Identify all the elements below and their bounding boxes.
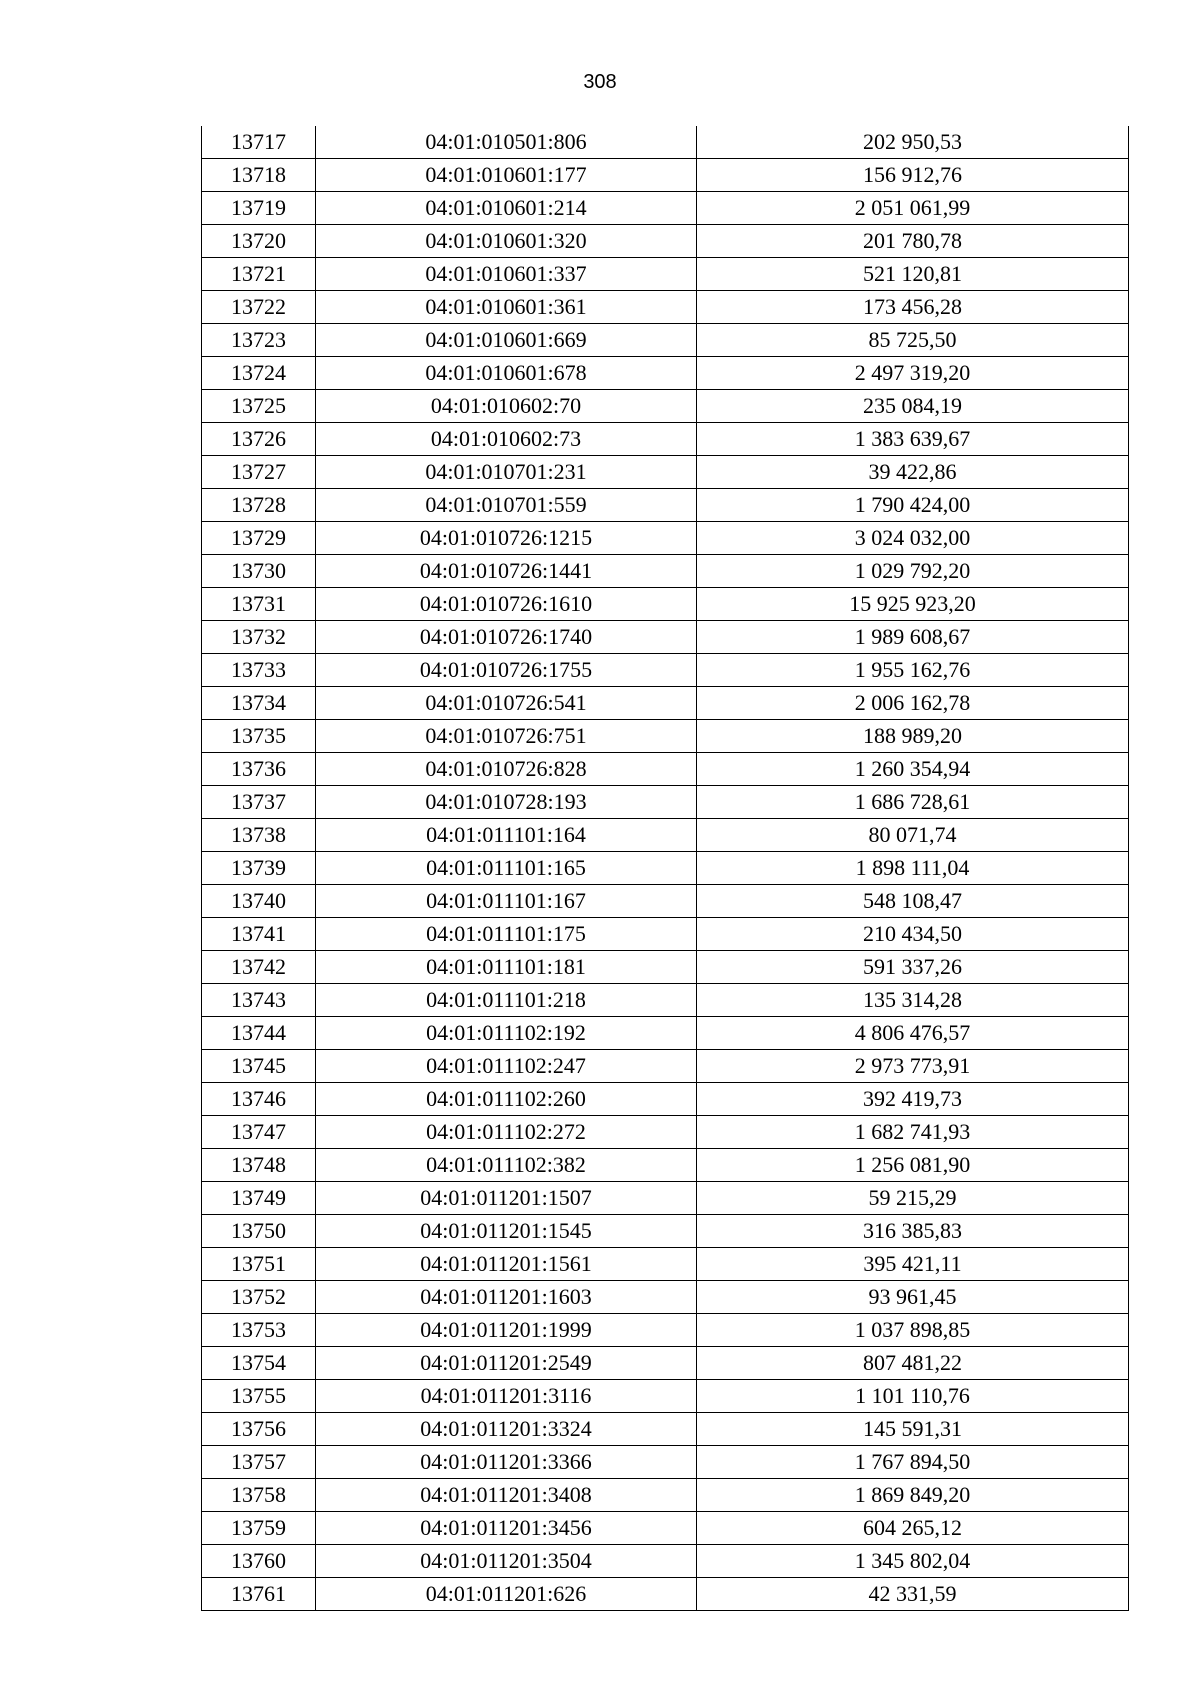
row-number-cell: 13749 <box>202 1182 316 1215</box>
table-row <box>202 1578 1129 1611</box>
cadastral-value-cell: 1 256 081,90 <box>697 1149 1129 1182</box>
table-row <box>202 390 1129 423</box>
table-row <box>202 687 1129 720</box>
cadastral-value-cell: 1 101 110,76 <box>697 1380 1129 1413</box>
cadastral-value-cell: 392 419,73 <box>697 1083 1129 1116</box>
table-row <box>202 654 1129 687</box>
cadastral-value-cell: 235 084,19 <box>697 390 1129 423</box>
cadastral-value-cell: 4 806 476,57 <box>697 1017 1129 1050</box>
cadastral-number-cell: 04:01:010601:177 <box>316 159 697 192</box>
cadastral-value-cell: 1 767 894,50 <box>697 1446 1129 1479</box>
row-number-cell: 13737 <box>202 786 316 819</box>
cadastral-number-cell: 04:01:011102:192 <box>316 1017 697 1050</box>
cadastral-value-cell: 1 898 111,04 <box>697 852 1129 885</box>
cadastral-number-cell: 04:01:011101:218 <box>316 984 697 1017</box>
row-number-cell: 13738 <box>202 819 316 852</box>
table-row <box>202 126 1129 159</box>
table-row <box>202 1479 1129 1512</box>
table-row <box>202 456 1129 489</box>
cadastral-number-cell: 04:01:011102:247 <box>316 1050 697 1083</box>
cadastral-value-cell: 591 337,26 <box>697 951 1129 984</box>
row-number-cell: 13728 <box>202 489 316 522</box>
cadastral-value-cell: 1 790 424,00 <box>697 489 1129 522</box>
cadastral-value-cell: 2 973 773,91 <box>697 1050 1129 1083</box>
row-number-cell: 13717 <box>202 126 316 159</box>
table-row <box>202 1413 1129 1446</box>
row-number-cell: 13733 <box>202 654 316 687</box>
table-row <box>202 1050 1129 1083</box>
cadastral-value-cell: 42 331,59 <box>697 1578 1129 1611</box>
table-row <box>202 852 1129 885</box>
cadastral-number-cell: 04:01:010602:70 <box>316 390 697 423</box>
row-number-cell: 13760 <box>202 1545 316 1578</box>
cadastral-number-cell: 04:01:010601:678 <box>316 357 697 390</box>
row-number-cell: 13726 <box>202 423 316 456</box>
cadastral-value-cell: 1 029 792,20 <box>697 555 1129 588</box>
page-number: 308 <box>583 71 617 93</box>
cadastral-value-cell: 1 989 608,67 <box>697 621 1129 654</box>
table-row <box>202 720 1129 753</box>
cadastral-number-cell: 04:01:010726:828 <box>316 753 697 786</box>
cadastral-value-cell: 210 434,50 <box>697 918 1129 951</box>
row-number-cell: 13750 <box>202 1215 316 1248</box>
cadastral-value-cell: 1 869 849,20 <box>697 1479 1129 1512</box>
row-number-cell: 13722 <box>202 291 316 324</box>
cadastral-value-cell: 3 024 032,00 <box>697 522 1129 555</box>
cadastral-number-cell: 04:01:011201:2549 <box>316 1347 697 1380</box>
cadastral-number-cell: 04:01:010726:1755 <box>316 654 697 687</box>
cadastral-value-cell: 85 725,50 <box>697 324 1129 357</box>
row-number-cell: 13721 <box>202 258 316 291</box>
table-row <box>202 1512 1129 1545</box>
cadastral-number-cell: 04:01:011201:3456 <box>316 1512 697 1545</box>
table-row <box>202 819 1129 852</box>
table-row <box>202 1017 1129 1050</box>
cadastral-number-cell: 04:01:011101:167 <box>316 885 697 918</box>
cadastral-number-cell: 04:01:010726:1441 <box>316 555 697 588</box>
cadastral-value-cell: 93 961,45 <box>697 1281 1129 1314</box>
cadastral-number-cell: 04:01:011201:1561 <box>316 1248 697 1281</box>
cadastral-value-cell: 15 925 923,20 <box>697 588 1129 621</box>
row-number-cell: 13739 <box>202 852 316 885</box>
table-row <box>202 423 1129 456</box>
cadastral-number-cell: 04:01:011201:1603 <box>316 1281 697 1314</box>
row-number-cell: 13744 <box>202 1017 316 1050</box>
cadastral-value-cell: 173 456,28 <box>697 291 1129 324</box>
table-row <box>202 489 1129 522</box>
row-number-cell: 13759 <box>202 1512 316 1545</box>
cadastral-number-cell: 04:01:010701:559 <box>316 489 697 522</box>
cadastral-number-cell: 04:01:010701:231 <box>316 456 697 489</box>
cadastral-value-cell: 1 383 639,67 <box>697 423 1129 456</box>
row-number-cell: 13753 <box>202 1314 316 1347</box>
cadastral-number-cell: 04:01:011201:3116 <box>316 1380 697 1413</box>
cadastral-value-cell: 188 989,20 <box>697 720 1129 753</box>
row-number-cell: 13731 <box>202 588 316 621</box>
table-row <box>202 918 1129 951</box>
cadastral-number-cell: 04:01:011201:1507 <box>316 1182 697 1215</box>
table-row <box>202 1215 1129 1248</box>
table-row <box>202 984 1129 1017</box>
row-number-cell: 13741 <box>202 918 316 951</box>
cadastral-number-cell: 04:01:011201:1999 <box>316 1314 697 1347</box>
table-row <box>202 192 1129 225</box>
cadastral-number-cell: 04:01:011102:382 <box>316 1149 697 1182</box>
cadastral-number-cell: 04:01:010601:337 <box>316 258 697 291</box>
table-row <box>202 324 1129 357</box>
cadastral-value-cell: 59 215,29 <box>697 1182 1129 1215</box>
table-row <box>202 159 1129 192</box>
cadastral-number-cell: 04:01:010726:751 <box>316 720 697 753</box>
cadastral-number-cell: 04:01:011102:272 <box>316 1116 697 1149</box>
cadastral-number-cell: 04:01:011102:260 <box>316 1083 697 1116</box>
row-number-cell: 13727 <box>202 456 316 489</box>
table-row <box>202 786 1129 819</box>
row-number-cell: 13735 <box>202 720 316 753</box>
table-row <box>202 885 1129 918</box>
cadastral-number-cell: 04:01:011201:626 <box>316 1578 697 1611</box>
table-row <box>202 1347 1129 1380</box>
row-number-cell: 13755 <box>202 1380 316 1413</box>
cadastral-number-cell: 04:01:010726:1740 <box>316 621 697 654</box>
cadastral-number-cell: 04:01:011201:3324 <box>316 1413 697 1446</box>
table-row <box>202 1182 1129 1215</box>
row-number-cell: 13756 <box>202 1413 316 1446</box>
cadastral-number-cell: 04:01:010602:73 <box>316 423 697 456</box>
cadastral-number-cell: 04:01:010601:669 <box>316 324 697 357</box>
row-number-cell: 13734 <box>202 687 316 720</box>
row-number-cell: 13758 <box>202 1479 316 1512</box>
row-number-cell: 13732 <box>202 621 316 654</box>
table-row <box>202 1314 1129 1347</box>
cadastral-value-cell: 156 912,76 <box>697 159 1129 192</box>
table-row <box>202 1116 1129 1149</box>
cadastral-number-cell: 04:01:010726:1215 <box>316 522 697 555</box>
row-number-cell: 13754 <box>202 1347 316 1380</box>
cadastral-number-cell: 04:01:011201:3504 <box>316 1545 697 1578</box>
cadastral-number-cell: 04:01:010601:320 <box>316 225 697 258</box>
row-number-cell: 13725 <box>202 390 316 423</box>
cadastral-value-cell: 1 037 898,85 <box>697 1314 1129 1347</box>
row-number-cell: 13751 <box>202 1248 316 1281</box>
row-number-cell: 13745 <box>202 1050 316 1083</box>
row-number-cell: 13757 <box>202 1446 316 1479</box>
cadastral-value-cell: 201 780,78 <box>697 225 1129 258</box>
cadastral-number-cell: 04:01:011101:181 <box>316 951 697 984</box>
row-number-cell: 13761 <box>202 1578 316 1611</box>
row-number-cell: 13747 <box>202 1116 316 1149</box>
cadastral-number-cell: 04:01:010728:193 <box>316 786 697 819</box>
table-row <box>202 1149 1129 1182</box>
table-row <box>202 1545 1129 1578</box>
cadastral-number-cell: 04:01:010726:541 <box>316 687 697 720</box>
table-row <box>202 1281 1129 1314</box>
table-row <box>202 621 1129 654</box>
cadastral-value-cell: 1 686 728,61 <box>697 786 1129 819</box>
table-row <box>202 555 1129 588</box>
cadastral-value-cell: 135 314,28 <box>697 984 1129 1017</box>
cadastral-value-cell: 202 950,53 <box>697 126 1129 159</box>
cadastral-number-cell: 04:01:011101:165 <box>316 852 697 885</box>
cadastral-value-table <box>201 126 1129 1611</box>
cadastral-value-cell: 521 120,81 <box>697 258 1129 291</box>
row-number-cell: 13724 <box>202 357 316 390</box>
table-row <box>202 1446 1129 1479</box>
row-number-cell: 13718 <box>202 159 316 192</box>
cadastral-number-cell: 04:01:010726:1610 <box>316 588 697 621</box>
table-row <box>202 1083 1129 1116</box>
cadastral-number-cell: 04:01:011201:1545 <box>316 1215 697 1248</box>
cadastral-value-cell: 2 497 319,20 <box>697 357 1129 390</box>
row-number-cell: 13740 <box>202 885 316 918</box>
cadastral-value-cell: 2 006 162,78 <box>697 687 1129 720</box>
row-number-cell: 13736 <box>202 753 316 786</box>
row-number-cell: 13719 <box>202 192 316 225</box>
row-number-cell: 13730 <box>202 555 316 588</box>
table-row <box>202 291 1129 324</box>
cadastral-value-cell: 548 108,47 <box>697 885 1129 918</box>
table-row <box>202 357 1129 390</box>
row-number-cell: 13742 <box>202 951 316 984</box>
cadastral-value-cell: 39 422,86 <box>697 456 1129 489</box>
cadastral-value-cell: 604 265,12 <box>697 1512 1129 1545</box>
table-row <box>202 753 1129 786</box>
cadastral-number-cell: 04:01:010601:214 <box>316 192 697 225</box>
table-row <box>202 522 1129 555</box>
cadastral-value-cell: 1 345 802,04 <box>697 1545 1129 1578</box>
cadastral-value-cell: 1 682 741,93 <box>697 1116 1129 1149</box>
row-number-cell: 13743 <box>202 984 316 1017</box>
cadastral-value-cell: 1 955 162,76 <box>697 654 1129 687</box>
cadastral-value-cell: 1 260 354,94 <box>697 753 1129 786</box>
table-row <box>202 951 1129 984</box>
row-number-cell: 13720 <box>202 225 316 258</box>
row-number-cell: 13723 <box>202 324 316 357</box>
cadastral-number-cell: 04:01:010601:361 <box>316 291 697 324</box>
cadastral-value-cell: 807 481,22 <box>697 1347 1129 1380</box>
cadastral-number-cell: 04:01:011101:175 <box>316 918 697 951</box>
row-number-cell: 13729 <box>202 522 316 555</box>
table-body <box>202 126 1129 1611</box>
cadastral-value-cell: 80 071,74 <box>697 819 1129 852</box>
cadastral-number-cell: 04:01:011201:3408 <box>316 1479 697 1512</box>
row-number-cell: 13746 <box>202 1083 316 1116</box>
table-row <box>202 1380 1129 1413</box>
cadastral-number-cell: 04:01:011101:164 <box>316 819 697 852</box>
cadastral-value-cell: 2 051 061,99 <box>697 192 1129 225</box>
cadastral-number-cell: 04:01:010501:806 <box>316 126 697 159</box>
row-number-cell: 13748 <box>202 1149 316 1182</box>
cadastral-value-cell: 316 385,83 <box>697 1215 1129 1248</box>
cadastral-number-cell: 04:01:011201:3366 <box>316 1446 697 1479</box>
cadastral-value-cell: 395 421,11 <box>697 1248 1129 1281</box>
row-number-cell: 13752 <box>202 1281 316 1314</box>
cadastral-value-cell: 145 591,31 <box>697 1413 1129 1446</box>
table-row <box>202 1248 1129 1281</box>
table-row <box>202 225 1129 258</box>
table-row <box>202 588 1129 621</box>
table-row <box>202 258 1129 291</box>
